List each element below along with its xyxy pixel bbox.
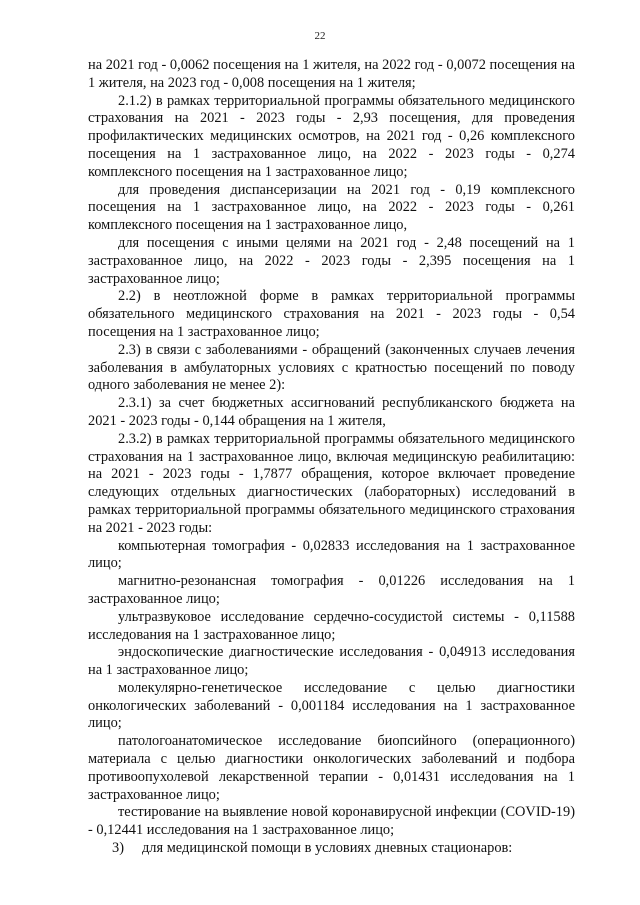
paragraph: 2.1.2) в рамках территориальной программы обязательного медицинского страхования на 2021 - 2023 годы - 2,93 посещения, для проведения профилактических медицинских осмотров, на 2021 год - 0,26 комплексного посещения на 1 застрахованное лицо, на 2022 - 2023 годы - 0,274 комплексного посещения на 1 застрахованное лицо; [88, 92, 575, 180]
paragraph: тестирование на выявление новой коронавирусной инфекции (COVID-19) - 0,12441 исследования на 1 застрахованное лицо; [88, 804, 575, 839]
paragraph: 2.3) в связи с заболеваниями - обращений (законченных случаев лечения заболевания в амбулаторных условиях с кратностью посещений по поводу одного заболевания не менее 2): [88, 341, 575, 394]
paragraph: 2.2) в неотложной форме в рамках территориальной программы обязательного медицинского страхования на 2021 - 2023 годы - 0,54 посещения на 1 застрахованное лицо; [88, 288, 575, 340]
paragraph: 2.3.1) за счет бюджетных ассигнований республиканского бюджета на 2021 - 2023 годы - 0,144 обращения на 1 жителя, [88, 395, 575, 429]
paragraph: патологоанатомическое исследование биопсийного (операционного) материала с целью диагностики онкологических заболеваний и подбора противоопухолевой лекарственной терапии - 0,01431 исследования на 1 застрахованное лицо; [88, 733, 575, 803]
document-body [88, 57, 575, 858]
paragraph: для проведения диспансеризации на 2021 год - 0,19 комплексного посещения на 1 застрахованное лицо, на 2022 - 2023 годы - 0,261 комплексного посещения на 1 застрахованное лицо, [88, 181, 575, 234]
paragraph: для посещения с иными целями на 2021 год - 2,48 посещений на 1 застрахованное лицо, на 2022 - 2023 годы - 2,395 посещения на 1 застрахованное лицо; [88, 234, 575, 287]
paragraph: 2.3.2) в рамках территориальной программы обязательного медицинского страхования на 1 застрахованное лицо, включая медицинскую реабилитацию: на 2021 - 2023 годы - 1,7877 обращения, которое включает проведение следующих отдельных диагностических (лабораторных) исследований в рамках территориальной программы обязательного медицинского страхования на 2021 - 2023 годы: [88, 430, 575, 536]
paragraph: ультразвуковое исследование сердечно-сосудистой системы - 0,11588 исследования на 1 застрахованное лицо; [88, 608, 575, 643]
paragraph: эндоскопические диагностические исследования - 0,04913 исследования на 1 застрахованное лицо; [88, 644, 575, 679]
paragraph: на 2021 год - 0,0062 посещения на 1 жителя, на 2022 год - 0,0072 посещения на 1 жителя, на 2023 год - 0,008 посещения на 1 жителя; [88, 57, 575, 91]
paragraph: 3) для медицинской помощи в условиях дневных стационаров: [112, 840, 513, 857]
paragraph: компьютерная томография - 0,02833 исследования на 1 застрахованное лицо; [88, 537, 575, 572]
paragraph: магнитно-резонансная томография - 0,01226 исследования на 1 застрахованное лицо; [88, 573, 575, 607]
page-number: 22 [314, 30, 326, 42]
paragraph: молекулярно-генетическое исследование с целью диагностики онкологических заболеваний - 0,001184 исследования на 1 застрахованное лицо; [88, 679, 575, 732]
